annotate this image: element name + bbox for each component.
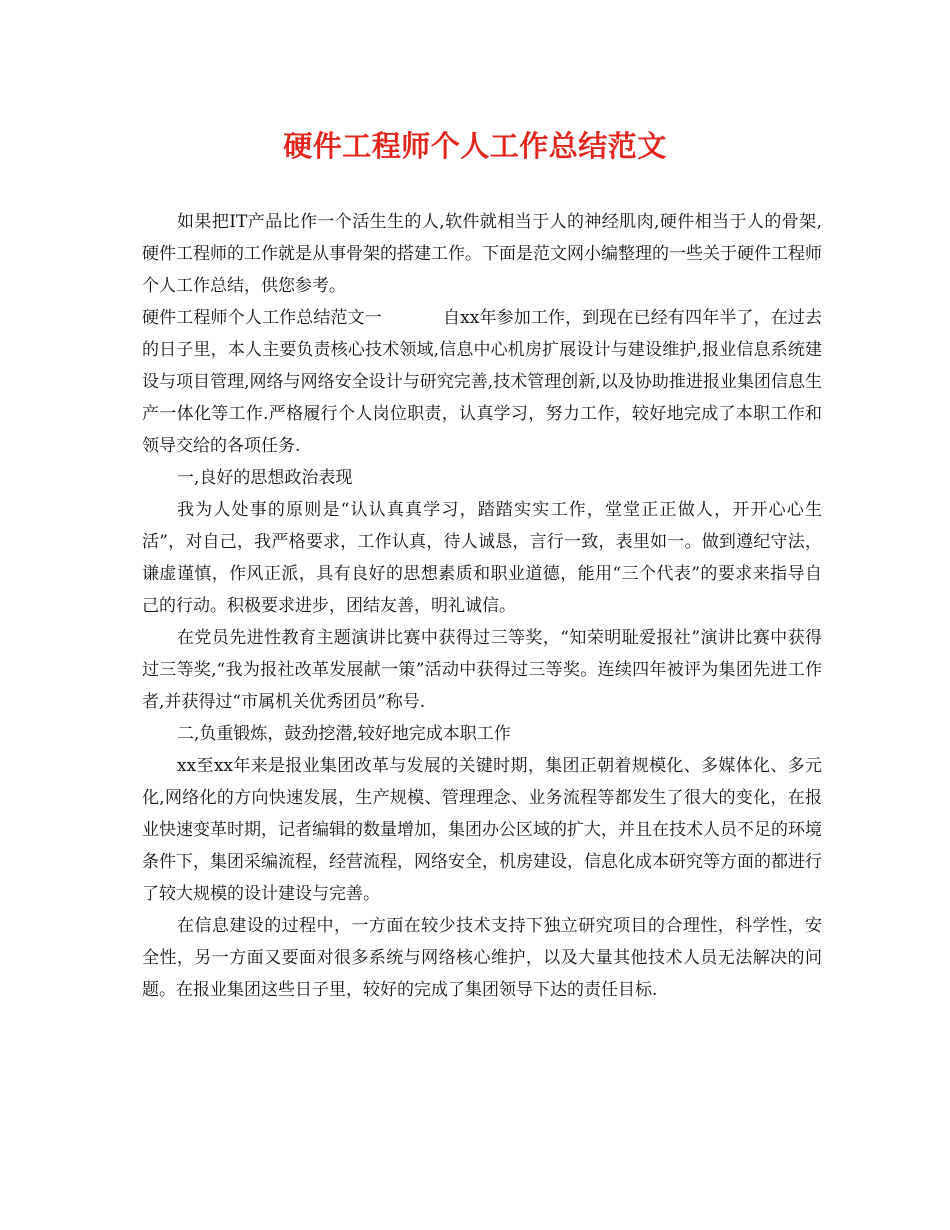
- section2-heading: 二,负重锻炼，鼓劲挖潜,较好地完成本职工作: [177, 724, 511, 744]
- section1-paragraph-2: 在党员先进性教育主题演讲比赛中获得过三等奖，“知荣明耻爱报社”演讲比赛中获得过三等奖,“我为报社改革发展献一策”活动中获得过三等奖。连续四年被评为集团先进工作者,并获得过“市属机关优秀团员”称号.: [142, 628, 822, 712]
- section2-paragraph-1: xx至xx年来是报业集团改革与发展的关键时期，集团正朝着规模化、多媒体化、多元化,网络化的方向快速发展，生产规模、管理理念、业务流程等都发生了很大的变化，在报业快速变革时期，记者编辑的数量增加，集团办公区域的扩大，并且在技术人员不足的环境条件下，集团采编流程，经营流程，网络安全，机房建设，信息化成本研究等方面的都进行了较大规模的设计建设与完善。: [142, 756, 822, 904]
- section2-paragraph-2: 在信息建设的过程中，一方面在较少技术支持下独立研究项目的合理性，科学性，安全性，另一方面又要面对很多系统与网络核心维护，以及大量其他技术人员无法解决的问题。在报业集团这些日子里，较好的完成了集团领导下达的责任目标.: [142, 916, 822, 1000]
- document-body: [142, 206, 822, 1006]
- sample1-heading: 硬件工程师个人工作总结范文一: [142, 308, 382, 328]
- section1-heading: 一,良好的思想政治表现: [177, 468, 353, 488]
- intro-paragraph: 如果把IT产品比作一个活生生的人,软件就相当于人的神经肌肉,硬件相当于人的骨架,硬件工程师的工作就是从事骨架的搭建工作。下面是范文网小编整理的一些关于硬件工程师个人工作总结，供您参考。: [142, 212, 822, 296]
- sample1-paragraph: [142, 302, 822, 462]
- sample1-first-text: 自xx年参加工作，到现在已经有四年半了，在过去的日子里，本人主要负责核心技术领域,信息中心机房扩展设计与建设维护,报业信息系统建设与项目管理,网络与网络安全设计与研究完善,技术管理创新,以及协助推进报业集团信息生产一体化等工作.严格履行个人岗位职责，认真学习，努力工作，较好地完成了本职工作和领导交给的各项任务.: [142, 308, 823, 456]
- document-title: 硬件工程师个人工作总结范文: [283, 129, 667, 163]
- section1-paragraph-1: 我为人处事的原则是“认认真真学习，踏踏实实工作，堂堂正正做人，开开心心生活”，对自己，我严格要求，工作认真，待人诚恳，言行一致，表里如一。做到遵纪守法，谦虚谨慎，作风正派，具有良好的思想素质和职业道德，能用“三个代表”的要求来指导自己的行动。积极要求进步，团结友善，明礼诚信。: [142, 500, 822, 616]
